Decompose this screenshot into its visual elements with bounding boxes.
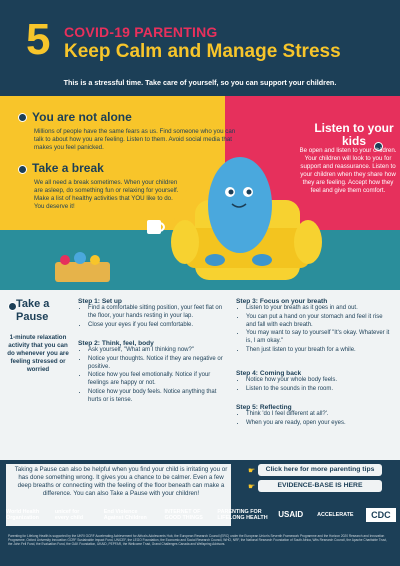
parenting-tips-link[interactable]: Click here for more parenting tips [258, 464, 382, 476]
step-5 [236, 404, 392, 429]
step-heading: Step 2: Think, feel, body [78, 340, 154, 347]
not-alone-heading: You are not alone [32, 110, 132, 124]
internet-good-things-logo: INTERNET OF GOOD THINGS [164, 509, 203, 521]
unicef-logo: unicef for every child [54, 509, 84, 521]
listen-body: Be open and listen to your children. Your children will look to you for support and reassurance. Listen to your children when they share how they are feeling. Accept how they feel and give them comfort. [299, 147, 397, 194]
step-3 [236, 298, 392, 356]
character-icon [208, 157, 272, 253]
listen-heading: Listen to your kids [314, 121, 394, 148]
step-item: • Ask yourself, "What am I thinking now?" [88, 347, 226, 355]
illustration [50, 150, 350, 290]
subtitle: This is a stressful time. Take care of yourself, so you can support your children. [63, 78, 337, 87]
evidence-base-link[interactable]: EVIDENCE-BASE IS HERE [258, 480, 382, 492]
mug-icon [147, 220, 161, 234]
bullet-dot [18, 165, 27, 174]
step-item: • Find a comfortable sitting position, your feet flat on the floor, your hands resting in your lap. [88, 305, 226, 321]
step-item: • When you are ready, open your eyes. [246, 420, 392, 428]
logo-strip [6, 502, 396, 528]
toy-basket-icon [55, 262, 110, 282]
step-item: • Listen to the sounds in the room. [246, 386, 392, 394]
pointer-icon: ☛ [248, 482, 256, 491]
page-title: Keep Calm and Manage Stress [64, 41, 341, 62]
step-item: • Notice how you feel emotionally. Notice if your feelings are happy or not. [88, 372, 226, 388]
cdc-logo: CDC [366, 508, 396, 522]
step-item: • Listen to your breath as it goes in and out. [246, 305, 392, 313]
not-alone-body: Millions of people have the same fears as us. Find someone who you can talk to about how you are feeling. Listen to them. Avoid social media that makes you feel panicked. [34, 128, 236, 151]
usaid-logo: USAID [278, 510, 304, 519]
step-item: • Then just listen to your breath for a while. [246, 347, 392, 355]
step-item: • Notice how your body feels. Notice anything that hurts or is tense. [88, 389, 226, 405]
pause-description: 1-minute relaxation activity that you can do whenever you are feeling stressed or worried [7, 334, 69, 373]
step-heading: Step 3: Focus on your breath [236, 298, 328, 305]
section-number: 5 [26, 15, 51, 64]
end-violence-logo: End Violence Against Children [103, 509, 147, 521]
who-logo: World Health Organization [6, 509, 40, 521]
title-line1: COVID-19 PARENTING [64, 24, 218, 40]
take-break-heading: Take a break [32, 161, 104, 175]
pause-title: Take a Pause [16, 298, 50, 323]
fine-print: Parenting for Lifelong Health is supported by the UKRI GCRF Accelerating Achievement for Africa's Adolescents Hub, the European Research Council (ERC) under the European Union's Seventh Framework Programme and the Horizon 2020 Research and Innovation Programme, Oxford University Innovation GCRF Sustainable Impact Fund, UNICEF, the LEGO Foundation, the Economic and Social Research Council, WHO, NRF, the National Research Foundation of South Africa, Wits Research Council, the Apache Charitable Trust, the John Fell Fund, the Evaluation Fund, the OAK Foundation, UKAID, PEPFAR, the Wellcome Trust, Grand Challenges Canada and Wellspring Advisors. [8, 534, 387, 546]
pointer-icon: ☛ [248, 466, 256, 475]
step-item: • You may want to say to yourself "It's okay. Whatever it is, I am okay." [246, 330, 392, 346]
step-item: • Notice how your whole body feels. [246, 377, 392, 385]
step-item: • Close your eyes if you feel comfortable. [88, 322, 226, 330]
accelerate-logo: ACCELERATE [317, 512, 354, 518]
take-break-body: We all need a break sometimes. When your children are asleep, do something fun or relaxing for yourself. Make a list of healthy activities that YOU like to do. You deserve it! [34, 179, 179, 210]
step-2 [78, 340, 226, 406]
step-heading: Step 5: Reflecting [236, 404, 292, 411]
step-heading: Step 4: Coming back [236, 370, 302, 377]
step-heading: Step 1: Set up [78, 298, 122, 305]
step-item: • Notice your thoughts. Notice if they are negative or positive. [88, 356, 226, 372]
step-4 [236, 370, 392, 395]
step-item: • You can put a hand on your stomach and feel it rise and fall with each breath. [246, 314, 392, 330]
outro-text: Taking a Pause can also be helpful when you find your child is irritating you or has done something wrong. It gives you a chance to be calmer. Even a few deep breaths or connecting with the feeling of the floor beneath can make a difference. You can also Take a Pause with your children! [14, 466, 228, 497]
bullet-dot [18, 113, 27, 122]
step-item: • Think 'do I feel different at all?'. [246, 411, 392, 419]
parenting-lifelong-health-logo: PARENTING FOR LIFELONG HEALTH [217, 509, 268, 521]
step-1 [78, 298, 226, 330]
